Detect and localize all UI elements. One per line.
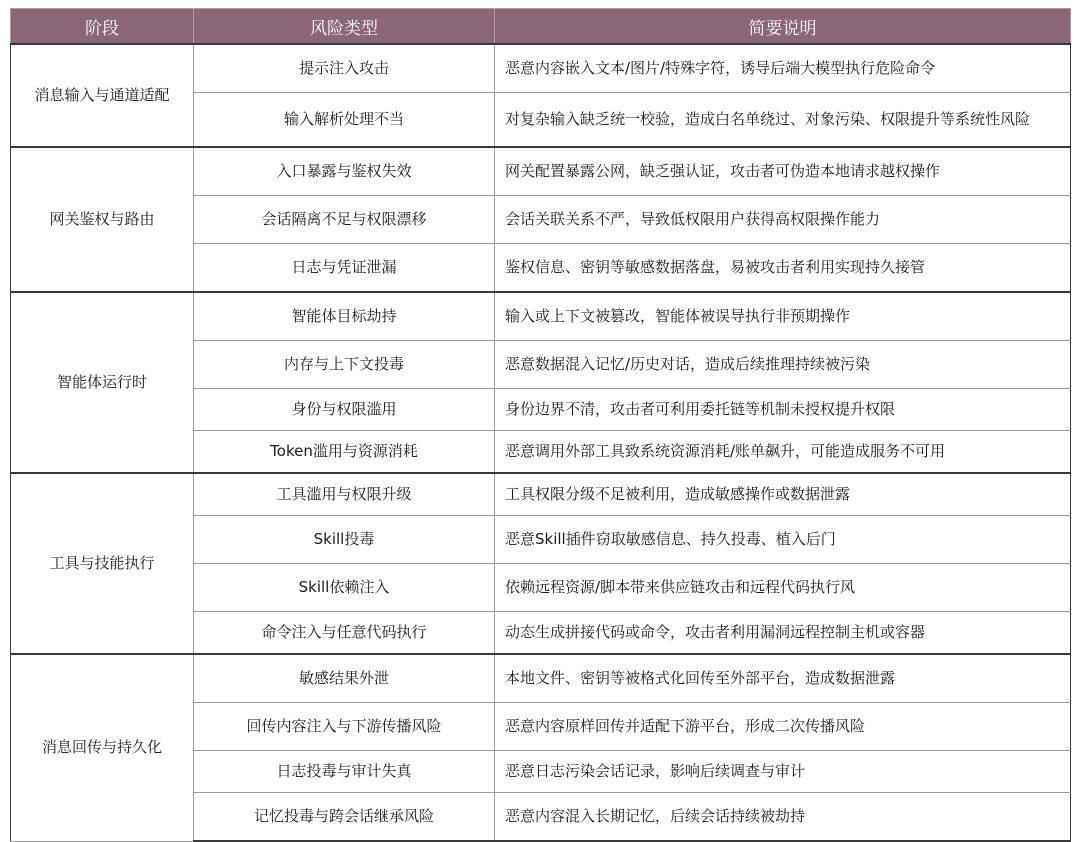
description-cell: 依赖远程资源/脚本带来供应链攻击和远程代码执行风 [495,564,1071,612]
table-body [11,44,1071,841]
description-cell: 恶意内容嵌入文本/图片/特殊字符，诱导后端大模型执行危险命令 [495,44,1071,93]
table-row [11,473,1071,516]
risk-type-cell: 提示注入攻击 [194,44,495,93]
description-cell: 恶意内容混入长期记忆，后续会话持续被劫持 [495,793,1071,842]
table-row [11,654,1071,703]
description-cell: 输入或上下文被篡改，智能体被误导执行非预期操作 [495,292,1071,341]
risk-type-cell: 会话隔离不足与权限漂移 [194,196,495,244]
risk-type-cell: 输入解析处理不当 [194,93,495,148]
description-cell: 动态生成拼接代码或命令，攻击者利用漏洞远程控制主机或容器 [495,612,1071,655]
description-cell: 会话关联关系不严，导致低权限用户获得高权限操作能力 [495,196,1071,244]
risk-table [10,8,1071,842]
table-row [11,44,1071,93]
risk-type-cell: Token滥用与资源消耗 [194,431,495,474]
stage-cell: 网关鉴权与路由 [11,147,194,292]
risk-type-cell: 内存与上下文投毒 [194,341,495,389]
risk-type-cell: 命令注入与任意代码执行 [194,612,495,655]
risk-type-cell: 工具滥用与权限升级 [194,473,495,516]
description-cell: 网关配置暴露公网，缺乏强认证，攻击者可伪造本地请求越权操作 [495,147,1071,196]
description-cell: 恶意调用外部工具致系统资源消耗/账单飙升，可能造成服务不可用 [495,431,1071,474]
table-row [11,292,1071,341]
risk-table-container [10,8,1070,842]
risk-type-cell: Skill依赖注入 [194,564,495,612]
risk-type-cell: Skill投毒 [194,516,495,564]
risk-type-cell: 回传内容注入与下游传播风险 [194,703,495,751]
stage-cell: 消息输入与通道适配 [11,44,194,147]
risk-type-cell: 身份与权限滥用 [194,389,495,431]
risk-type-cell: 日志与凭证泄漏 [194,244,495,293]
risk-type-cell: 日志投毒与审计失真 [194,751,495,793]
description-cell: 恶意数据混入记忆/历史对话，造成后续推理持续被污染 [495,341,1071,389]
description-cell: 鉴权信息、密钥等敏感数据落盘，易被攻击者利用实现持久接管 [495,244,1071,293]
description-cell: 身份边界不清，攻击者可利用委托链等机制未授权提升权限 [495,389,1071,431]
description-cell: 恶意内容原样回传并适配下游平台，形成二次传播风险 [495,703,1071,751]
table-header [11,9,1071,45]
description-cell: 恶意日志污染会话记录，影响后续调查与审计 [495,751,1071,793]
risk-type-cell: 敏感结果外泄 [194,654,495,703]
table-row [11,147,1071,196]
description-cell: 本地文件、密钥等被格式化回传至外部平台，造成数据泄露 [495,654,1071,703]
description-cell: 工具权限分级不足被利用，造成敏感操作或数据泄露 [495,473,1071,516]
stage-cell: 工具与技能执行 [11,473,194,654]
header-row [11,9,1071,45]
header-stage: 阶段 [11,9,194,45]
header-risk-type: 风险类型 [194,9,495,45]
description-cell: 对复杂输入缺乏统一校验，造成白名单绕过、对象污染、权限提升等系统性风险 [495,93,1071,148]
stage-cell: 消息回传与持久化 [11,654,194,841]
description-cell: 恶意Skill插件窃取敏感信息、持久投毒、植入后门 [495,516,1071,564]
risk-type-cell: 智能体目标劫持 [194,292,495,341]
header-description: 简要说明 [495,9,1071,45]
stage-cell: 智能体运行时 [11,292,194,473]
risk-type-cell: 记忆投毒与跨会话继承风险 [194,793,495,842]
risk-type-cell: 入口暴露与鉴权失效 [194,147,495,196]
